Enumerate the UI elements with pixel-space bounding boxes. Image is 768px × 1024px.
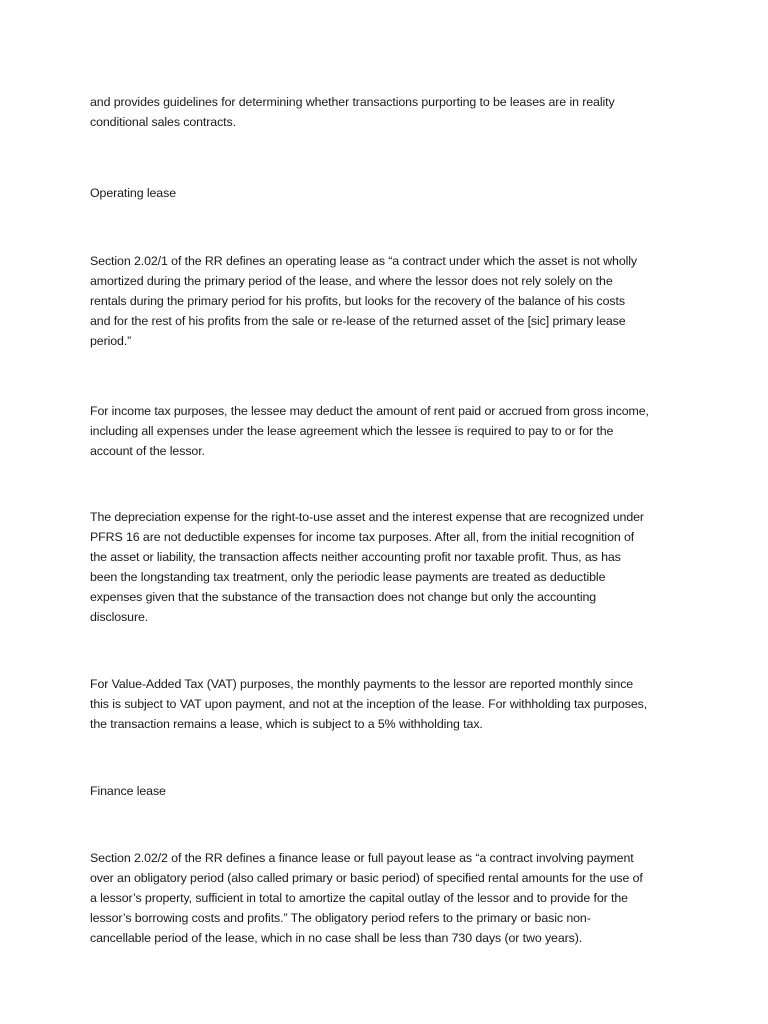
text-line: conditional sales contracts.	[90, 115, 236, 129]
text-line: rentals during the primary period for his profits, but looks for the recovery of the balance of his costs	[90, 294, 625, 308]
text-line: been the longstanding tax treatment, only the periodic lease payments are treated as deductible	[90, 570, 606, 584]
text-line: expenses given that the substance of the transaction does not change but only the accounting	[90, 590, 597, 604]
text-line: cancellable period of the lease, which in no case shall be less than 730 days (or two years).	[90, 931, 583, 945]
document-page	[90, 90, 690, 948]
text-line: The depreciation expense for the right-to-use asset and the interest expense that are recognized under	[90, 510, 644, 524]
text-line: over an obligatory period (also called primary or basic period) of specified rental amounts for the use of	[90, 871, 643, 885]
text-line: Section 2.02/1 of the RR defines an operating lease as “a contract under which the asset is not wholly	[90, 254, 638, 268]
text-line: PFRS 16 are not deductible expenses for income tax purposes. After all, from the initial recognition of	[90, 530, 635, 544]
text-line: account of the lessor.	[90, 444, 205, 458]
paragraph-vat	[90, 674, 690, 734]
text-line: amortized during the primary period of the lease, and where the lessor does not rely solely on the	[90, 274, 613, 288]
text-line: and for the rest of his profits from the sale or re-lease of the returned asset of the [sic] primary lease	[90, 314, 626, 328]
heading-text: Operating lease	[90, 186, 176, 200]
paragraph-operating-lease-definition	[90, 251, 690, 351]
text-line: For Value-Added Tax (VAT) purposes, the monthly payments to the lessor are reported monthly since	[90, 677, 634, 691]
text-line: a lessor’s property, sufficient in total to amortize the capital outlay of the lessor and to provide for the	[90, 891, 628, 905]
text-line: disclosure.	[90, 610, 149, 624]
text-line: For income tax purposes, the lessee may deduct the amount of rent paid or accrued from gross income,	[90, 404, 649, 418]
text-line: Section 2.02/2 of the RR defines a finance lease or full payout lease as “a contract involving payment	[90, 851, 634, 865]
heading-text: Finance lease	[90, 784, 166, 798]
paragraph-intro-continuation	[90, 92, 690, 132]
paragraph-income-tax	[90, 401, 690, 461]
paragraph-depreciation	[90, 507, 690, 627]
paragraph-finance-lease-definition	[90, 848, 690, 948]
heading-operating-lease	[90, 183, 690, 203]
text-line: and provides guidelines for determining whether transactions purporting to be leases are in reality	[90, 95, 615, 109]
text-line: this is subject to VAT upon payment, and not at the inception of the lease. For withholding tax purposes,	[90, 697, 648, 711]
text-line: lessor’s borrowing costs and profits.” The obligatory period refers to the primary or basic non-	[90, 911, 591, 925]
text-line: the asset or liability, the transaction affects neither accounting profit nor taxable profit. Thus, as has	[90, 550, 621, 564]
text-line: period.”	[90, 334, 132, 348]
heading-finance-lease	[90, 781, 690, 801]
text-line: including all expenses under the lease agreement which the lessee is required to pay to or for the	[90, 424, 614, 438]
text-line: the transaction remains a lease, which is subject to a 5% withholding tax.	[90, 717, 483, 731]
